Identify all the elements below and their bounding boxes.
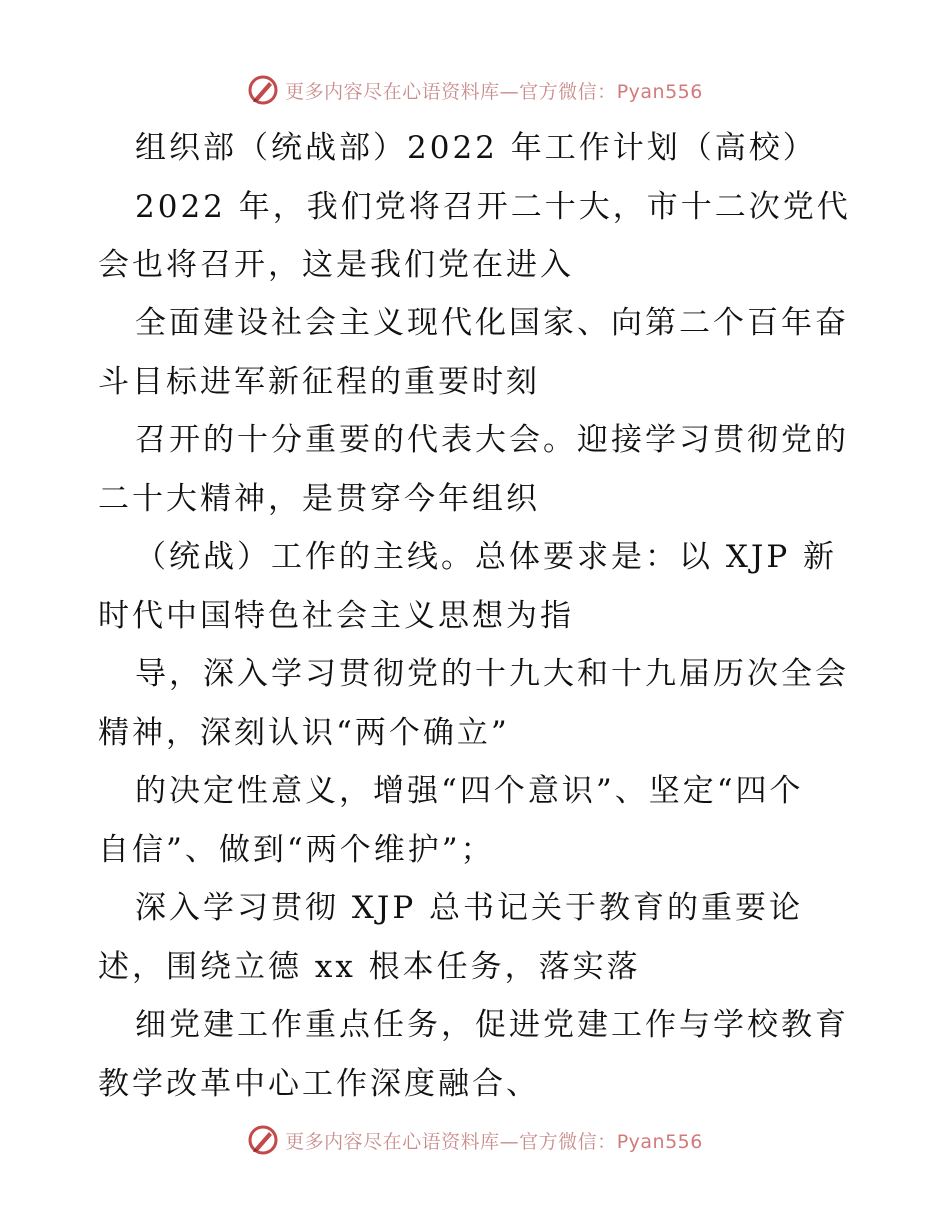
paragraph-line: 述，围绕立德 xx 根本任务，落实落: [98, 949, 641, 985]
paragraph-line: 斗目标进军新征程的重要时刻: [98, 364, 540, 400]
banner-official-label: 官方微信：: [519, 80, 617, 103]
banner-separator: —: [499, 1130, 520, 1153]
paragraph-line: 会也将召开，这是我们党在进入: [98, 247, 574, 283]
document-title: 组织部（统战部）2022 年工作计划（高校）: [135, 130, 817, 166]
banner-official-label: 官方微信：: [519, 1130, 617, 1153]
banner-separator: —: [499, 80, 520, 103]
banner-wechat-id: Pyan556: [616, 1130, 703, 1153]
paragraph-line: 全面建设社会主义现代化国家、向第二个百年奋: [135, 305, 849, 341]
banner-text: [285, 1127, 703, 1154]
paragraph-line: 深入学习贯彻 XJP 总书记关于教育的重要论: [135, 890, 804, 926]
footer-watermark-banner: [0, 1120, 950, 1160]
paragraph-line: 精神，深刻认识“两个确立”: [98, 715, 510, 751]
paragraph-line: 细党建工作重点任务，促进党建工作与学校教育: [135, 1007, 849, 1043]
paragraph-line: （统战）工作的主线。总体要求是：以 XJP 新: [135, 539, 838, 575]
banner-wechat-id: Pyan556: [616, 80, 703, 103]
paragraph-line: 的决定性意义，增强“四个意识”、坚定“四个: [135, 773, 804, 809]
pen-logo-icon: [247, 1124, 279, 1156]
banner-slogan: 更多内容尽在心语资料库: [285, 1130, 500, 1153]
paragraph-line: 自信”、做到“两个维护”；: [98, 832, 495, 868]
paragraph-line: 二十大精神，是贯穿今年组织: [98, 481, 540, 517]
banner-slogan: 更多内容尽在心语资料库: [285, 80, 500, 103]
paragraph-line: 时代中国特色社会主义思想为指: [98, 598, 574, 634]
paragraph-line: 导，深入学习贯彻党的十九大和十九届历次全会: [135, 656, 849, 692]
paragraph-line: 教学改革中心工作深度融合、: [98, 1066, 540, 1102]
paragraph-line: 召开的十分重要的代表大会。迎接学习贯彻党的: [135, 422, 849, 458]
paragraph-line: 2022 年，我们党将召开二十大，市十二次党代: [135, 189, 851, 225]
